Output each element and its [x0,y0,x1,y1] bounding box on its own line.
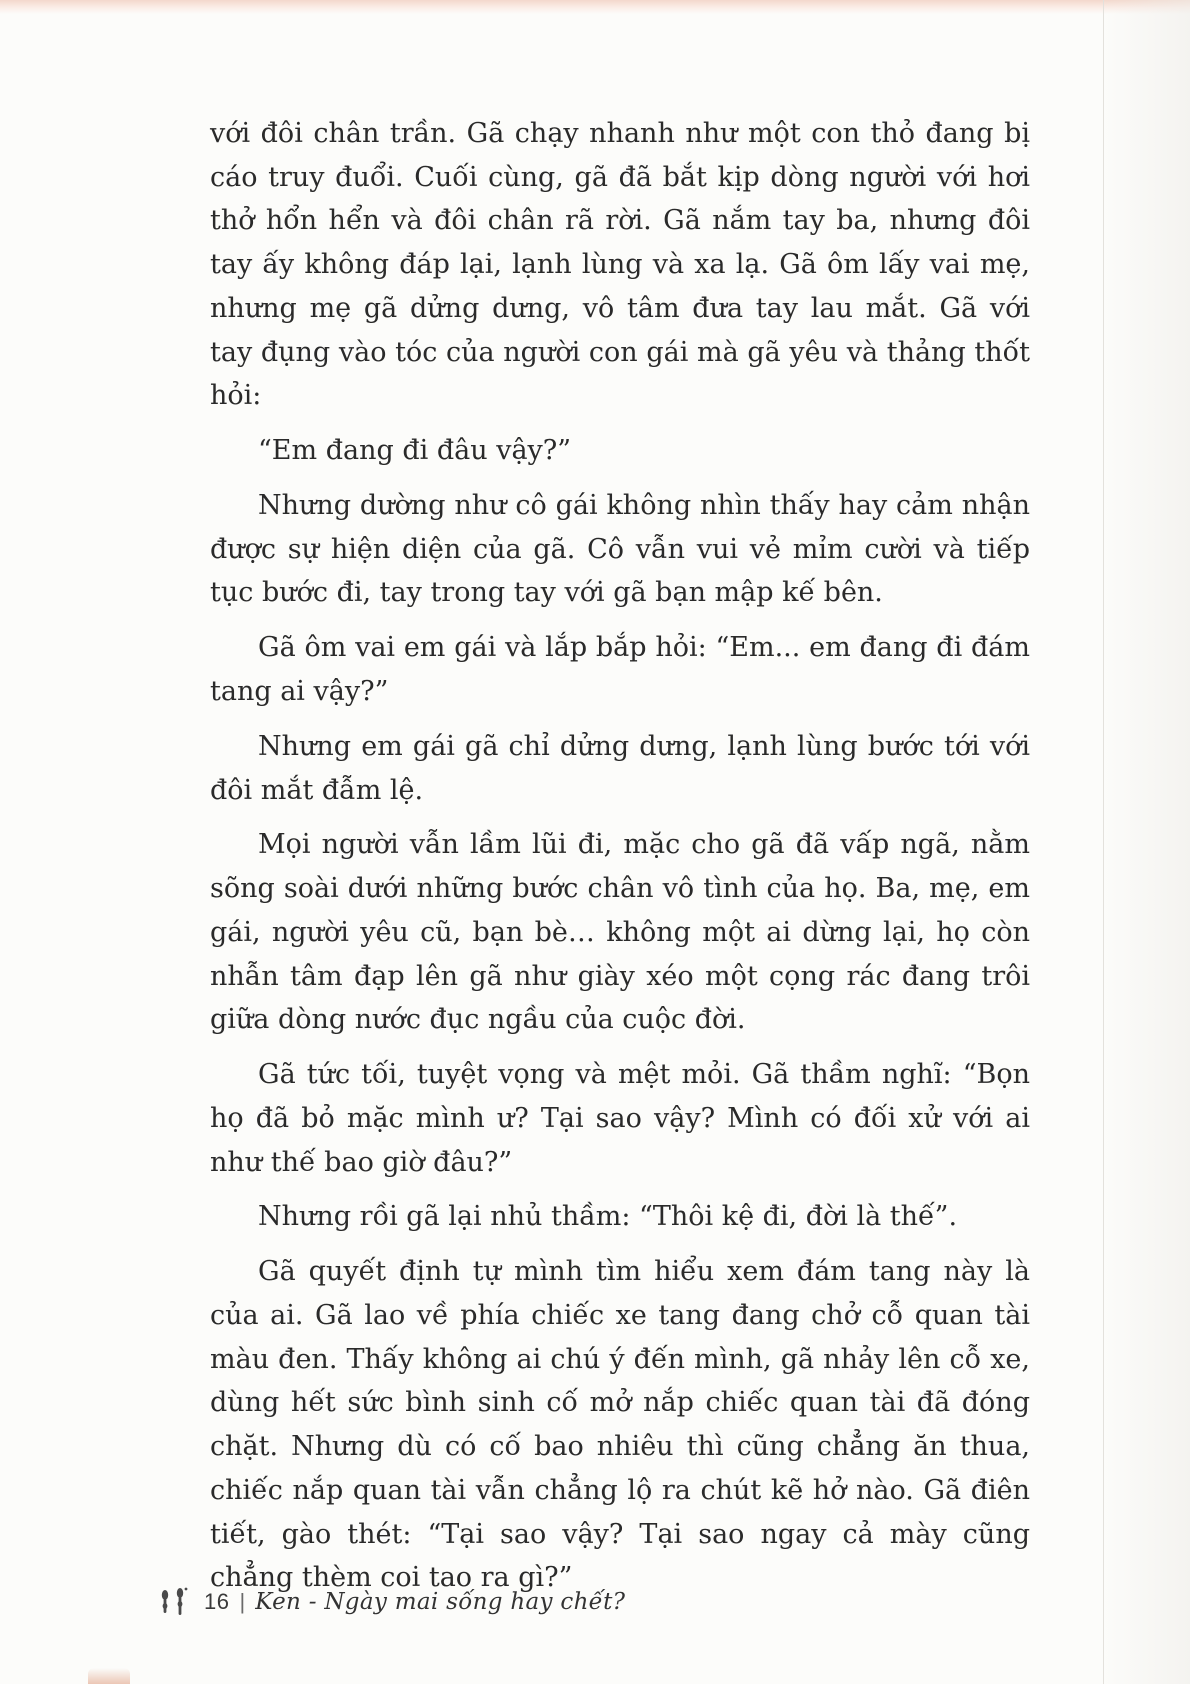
book-title: Ken - Ngày mai sống hay chết? [255,1589,626,1615]
body-text [210,112,1030,1611]
page-number: 16 [204,1589,230,1614]
paragraph: Mọi người vẫn lầm lũi đi, mặc cho gã đã vấp ngã, nằm sõng soài dưới những bước chân vô tình của họ. Ba, mẹ, em gái, người yêu cũ, bạn bè… không một ai dừng lại, họ còn nhẫn tâm đạp lên gã như giày xéo một cọng rác đang trôi giữa dòng nước đục ngầu của cuộc đời. [210,829,1030,1036]
paragraph: với đôi chân trần. Gã chạy nhanh như một con thỏ đang bị cáo truy đuổi. Cuối cùng, gã đã bắt kịp dòng người với hơi thở hổn hển và đôi chân rã rời. Gã nắm tay ba, nhưng đôi tay ấy không đáp lại, lạnh lùng và xa lạ. Gã ôm lấy vai mẹ, nhưng mẹ gã dửng dưng, vô tâm đưa tay lau mắt. Gã với tay đụng vào tóc của người con gái mà gã yêu và thảng thốt hỏi: [210,118,1030,412]
paragraph: Gã tức tối, tuyệt vọng và mệt mỏi. Gã thầm nghĩ: “Bọn họ đã bỏ mặc mình ư? Tại sao vậy? Mình có đối xử với ai như thế bao giờ đâu?” [210,1059,1030,1178]
page-top-edge [0,0,1190,14]
paragraph: Nhưng rồi gã lại nhủ thầm: “Thôi kệ đi, đời là thế”. [258,1201,958,1233]
paragraph: Gã ôm vai em gái và lắp bắp hỏi: “Em... em đang đi đám tang ai vậy?” [210,632,1030,707]
footprints-icon [156,1585,192,1619]
page-shadow [1100,0,1190,1684]
page-edge-line [1103,0,1104,1684]
page-footer [156,1582,625,1622]
paragraph: “Em đang đi đâu vậy?” [258,435,572,467]
paragraph: Nhưng em gái gã chỉ dửng dưng, lạnh lùng bước tới với đôi mắt đẫm lệ. [210,730,1030,806]
corner-color-mark [88,1668,130,1684]
paragraph: Gã quyết định tự mình tìm hiểu xem đám tang này là của ai. Gã lao về phía chiếc xe tang đang chở cỗ quan tài màu đen. Thấy không ai chú ý đến mình, gã nhảy lên cỗ xe, dùng hết sức bình sinh cố mở nắp chiếc quan tài đã đóng chặt. Nhưng dù có cố bao nhiêu thì cũng chẳng ăn thua, chiếc nắp quan tài vẫn chẳng lộ ra chút kẽ hở nào. Gã điên tiết, gào thét: “Tại sao vậy? Tại sao ngay cả mày cũng chẳng thèm coi tao ra gì?” [210,1256,1030,1594]
footer-separator: | [239,1589,246,1614]
paragraph: Nhưng dường như cô gái không nhìn thấy hay cảm nhận được sự hiện diện của gã. Cô vẫn vui vẻ mỉm cười và tiếp tục bước đi, tay trong tay với gã bạn mập kế bên. [210,490,1030,609]
